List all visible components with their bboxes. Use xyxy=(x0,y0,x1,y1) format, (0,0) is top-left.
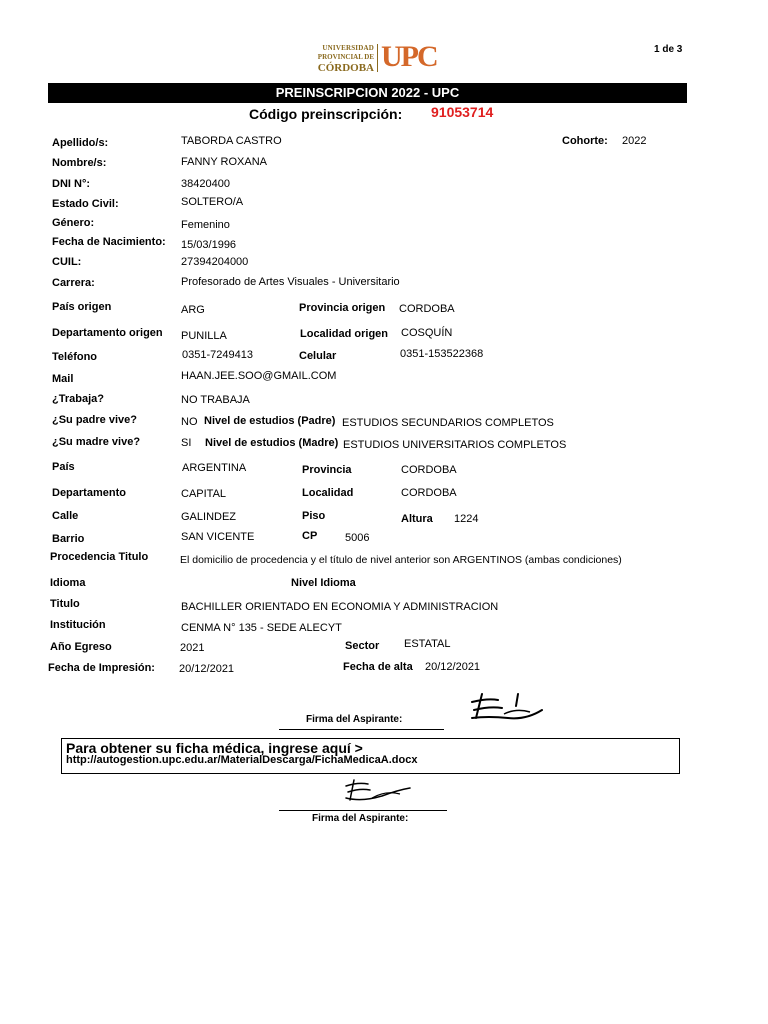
pais-origen-value: ARG xyxy=(181,304,205,316)
titulo-value: BACHILLER ORIENTADO EN ECONOMIA Y ADMINISTRACION xyxy=(181,601,499,613)
estudios-madre-value: ESTUDIOS UNIVERSITARIOS COMPLETOS xyxy=(343,439,567,451)
departamento-label: Departamento xyxy=(52,487,126,499)
telefono-label: Teléfono xyxy=(52,351,98,363)
localidad-origen-value: COSQUÍN xyxy=(401,327,453,339)
logo-mark: UPC xyxy=(381,40,437,73)
piso-label: Piso xyxy=(302,510,326,522)
trabaja-label: ¿Trabaja? xyxy=(52,393,104,405)
estudios-madre-label: Nivel de estudios (Madre) xyxy=(205,437,339,449)
provincia-label: Provincia xyxy=(302,464,352,476)
sector-label: Sector xyxy=(345,640,380,652)
estado-civil-value: SOLTERO/A xyxy=(181,196,244,208)
signature-2 xyxy=(342,776,414,806)
departamento-origen-value: PUNILLA xyxy=(181,330,227,342)
signature-line-1 xyxy=(279,729,444,730)
provincia-value: CORDOBA xyxy=(401,464,457,476)
localidad-origen-label: Localidad origen xyxy=(300,328,389,340)
logo-divider xyxy=(377,44,378,72)
cohorte-label: Cohorte: xyxy=(562,135,608,147)
pais-origen-label: País origen xyxy=(52,301,112,313)
firma-aspirante-label-2: Firma del Aspirante: xyxy=(312,813,409,824)
institucion-value: CENMA N° 135 - SEDE ALECYT xyxy=(181,622,342,634)
fecha-nacimiento-label: Fecha de Nacimiento: xyxy=(52,236,166,248)
nombre-value: FANNY ROXANA xyxy=(181,156,267,168)
signature-line-2 xyxy=(279,810,447,811)
calle-value: GALINDEZ xyxy=(181,511,237,523)
anio-egreso-label: Año Egreso xyxy=(50,641,112,653)
estudios-padre-value: ESTUDIOS SECUNDARIOS COMPLETOS xyxy=(342,417,554,429)
pais-label: País xyxy=(52,461,75,473)
upc-logo xyxy=(316,40,437,76)
madre-vive-value: SI xyxy=(181,437,192,449)
fecha-impresion-value: 20/12/2021 xyxy=(179,663,235,675)
genero-value: Femenino xyxy=(181,219,230,231)
dni-label: DNI N°: xyxy=(52,178,91,190)
codigo-value: 91053714 xyxy=(431,104,494,120)
fecha-impresion-label: Fecha de Impresión: xyxy=(48,662,155,674)
page-number: 1 de 3 xyxy=(654,44,683,55)
carrera-value: Profesorado de Artes Visuales - Universitario xyxy=(181,276,400,288)
ficha-medica-link[interactable]: http://autogestion.upc.edu.ar/MaterialDescarga/FichaMedicaA.docx xyxy=(66,754,418,766)
ficha-medica-title: Para obtener su ficha médica, ingrese aquí > xyxy=(66,740,363,756)
localidad-value: CORDOBA xyxy=(401,487,457,499)
logo-wordmark: UNIVERSIDAD PROVINCIAL DE CÓRDOBA xyxy=(317,44,374,74)
padre-vive-label: ¿Su padre vive? xyxy=(52,414,137,426)
mail-value: HAAN.JEE.SOO@GMAIL.COM xyxy=(181,370,337,382)
institucion-label: Institución xyxy=(50,619,106,631)
fecha-alta-value: 20/12/2021 xyxy=(425,661,481,673)
departamento-value: CAPITAL xyxy=(181,488,227,500)
pais-value: ARGENTINA xyxy=(182,462,247,474)
dni-value: 38420400 xyxy=(181,178,230,190)
idioma-label: Idioma xyxy=(50,577,86,589)
titulo-label: Titulo xyxy=(50,598,80,610)
signature-1 xyxy=(468,688,546,728)
cp-label: CP xyxy=(302,530,318,542)
apellido-label: Apellido/s: xyxy=(52,137,109,149)
madre-vive-label: ¿Su madre vive? xyxy=(52,436,141,448)
nivel-idioma-label: Nivel Idioma xyxy=(291,577,356,589)
cohorte-value: 2022 xyxy=(622,135,647,147)
cp-value: 5006 xyxy=(345,532,370,544)
fecha-alta-label: Fecha de alta xyxy=(343,661,413,673)
page-title: PREINSCRIPCION 2022 - UPC xyxy=(48,83,687,103)
provincia-origen-label: Provincia origen xyxy=(299,302,386,314)
procedencia-titulo-label: Procedencia Titulo xyxy=(50,551,149,563)
altura-value: 1224 xyxy=(454,513,479,525)
barrio-label: Barrio xyxy=(52,533,85,545)
estado-civil-label: Estado Civil: xyxy=(52,198,119,210)
carrera-label: Carrera: xyxy=(52,277,95,289)
genero-label: Género: xyxy=(52,217,95,229)
nombre-label: Nombre/s: xyxy=(52,157,107,169)
celular-label: Celular xyxy=(299,350,337,362)
departamento-origen-label: Departamento origen xyxy=(52,327,163,339)
localidad-label: Localidad xyxy=(302,487,354,499)
estudios-padre-label: Nivel de estudios (Padre) xyxy=(204,415,336,427)
codigo-label: Código preinscripción: xyxy=(249,106,403,122)
procedencia-titulo-value: El domicilio de procedencia y el título de nivel anterior son ARGENTINOS (ambas condiciones) xyxy=(180,554,622,566)
cuil-value: 27394204000 xyxy=(181,256,249,268)
barrio-value: SAN VICENTE xyxy=(181,531,255,543)
firma-aspirante-label-1: Firma del Aspirante: xyxy=(306,714,403,725)
anio-egreso-value: 2021 xyxy=(180,642,205,654)
celular-value: 0351-153522368 xyxy=(400,348,484,360)
provincia-origen-value: CORDOBA xyxy=(399,303,455,315)
padre-vive-value: NO xyxy=(181,416,198,428)
trabaja-value: NO TRABAJA xyxy=(181,394,250,406)
mail-label: Mail xyxy=(52,373,74,385)
altura-label: Altura xyxy=(401,513,433,525)
cuil-label: CUIL: xyxy=(52,256,82,268)
apellido-value: TABORDA CASTRO xyxy=(181,135,282,147)
calle-label: Calle xyxy=(52,510,79,522)
fecha-nacimiento-value: 15/03/1996 xyxy=(181,239,237,251)
sector-value: ESTATAL xyxy=(404,638,451,650)
telefono-value: 0351-7249413 xyxy=(182,349,253,361)
